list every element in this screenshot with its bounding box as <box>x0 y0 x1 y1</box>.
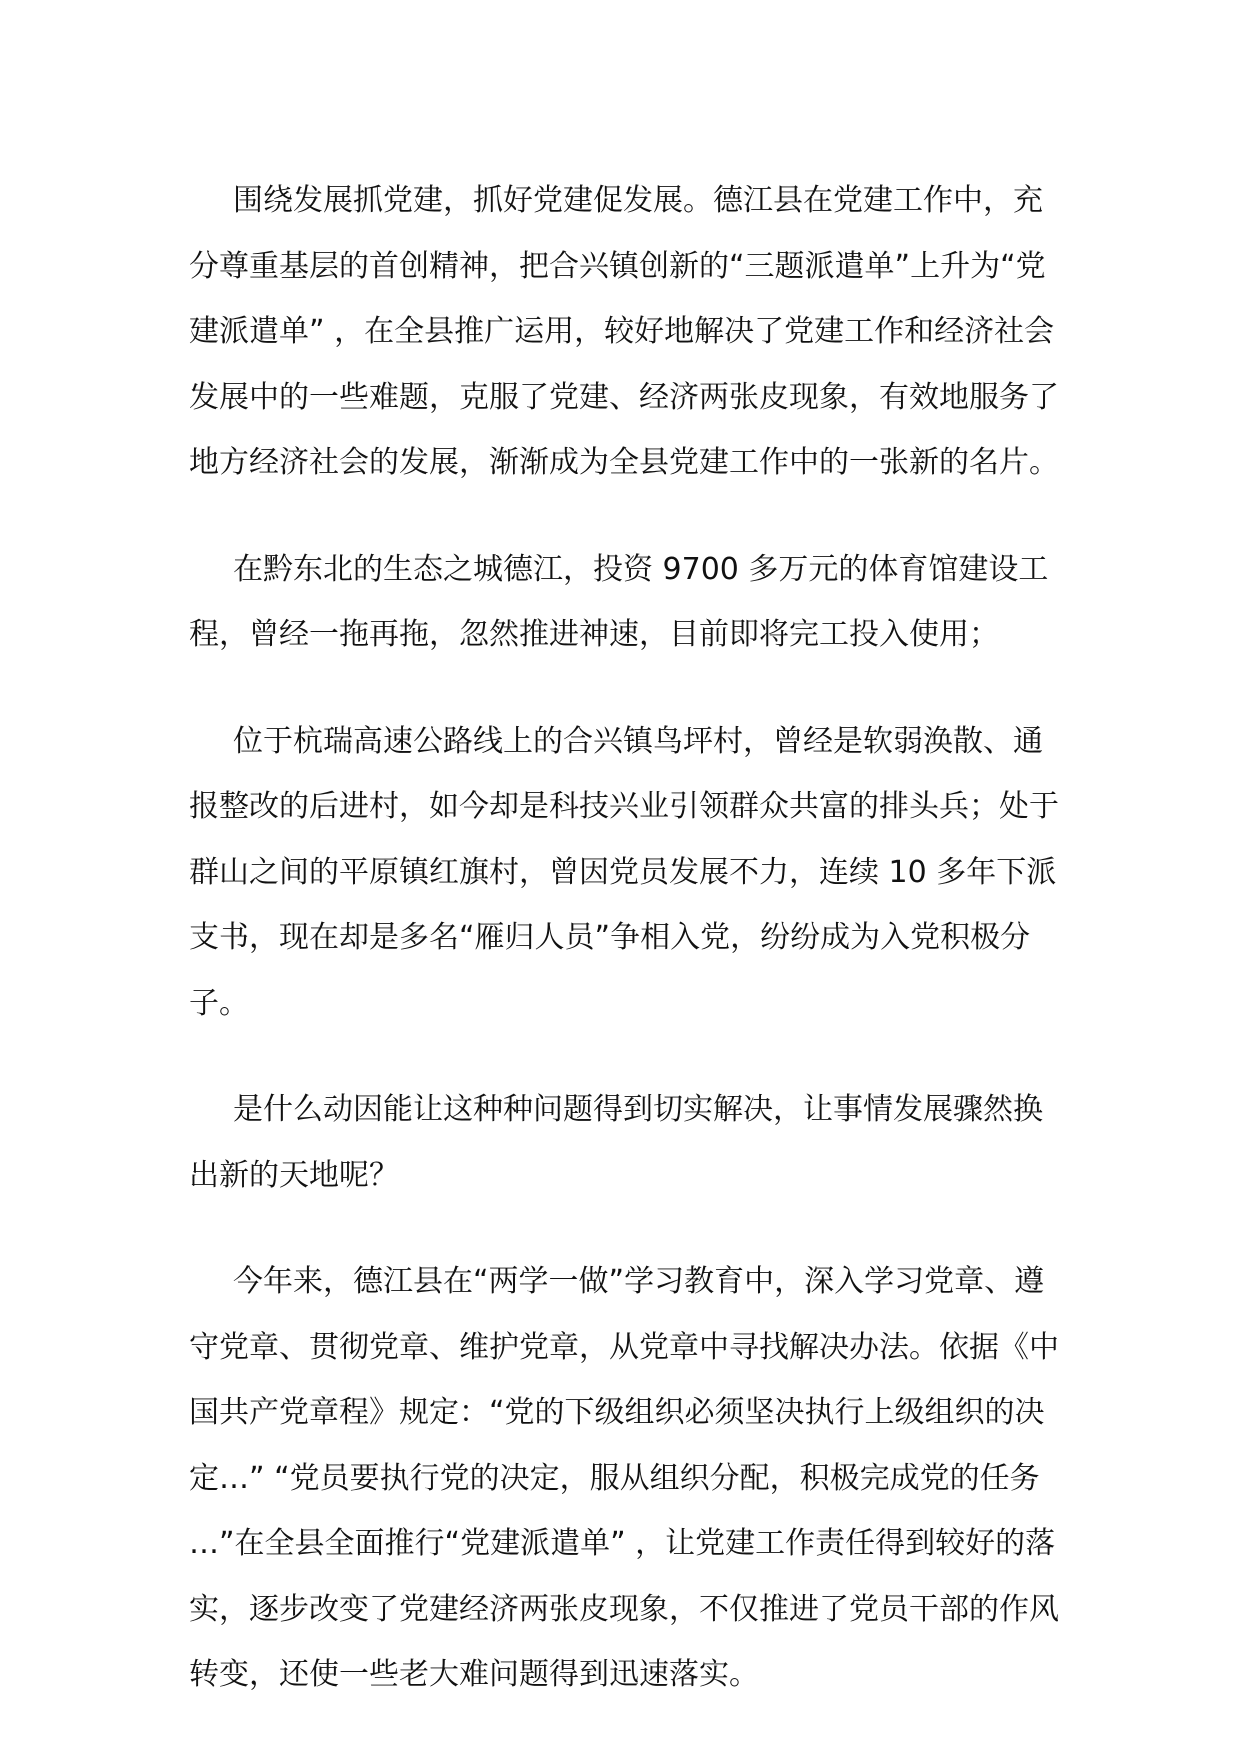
article-body <box>189 168 1059 1708</box>
paragraph-5: 今年来，德江县在“两学一做”学习教育中，深入学习党章、遵守党章、贯彻党章、维护党章，从党章中寻找解决办法。依据《中国共产党章程》规定：“党的下级组织必须坚决执行上级组织的决定…” “党员要执行党的决定，服从组织分配，积极完成党的任务…”在全县全面推行“党建派遣单” ，让党建工作责任得到较好的落实，逐步改变了党建经济两张皮现象，不仅推进了党员干部的作风转变，还使一些老大难问题得到迅速落实。 <box>189 1264 1059 1692</box>
paragraph-4: 是什么动因能让这种种问题得到切实解决，让事情发展骤然换出新的天地呢？ <box>189 1092 1043 1193</box>
paragraph-2: 在黔东北的生态之城德江，投资 9700 多万元的体育馆建设工程，曾经一拖再拖，忽然推进神速，目前即将完工投入使用； <box>189 551 1049 652</box>
paragraph-3: 位于杭瑞高速公路线上的合兴镇鸟坪村，曾经是软弱涣散、通报整改的后进村，如今却是科技兴业引领群众共富的排头兵；处于群山之间的平原镇红旗村，曾因党员发展不力，连续 10 多年下派支书，现在却是多名“雁归人员”争相入党，纷纷成为入党积极分子。 <box>189 723 1059 1021</box>
paragraph-1: 围绕发展抓党建，抓好党建促发展。德江县在党建工作中，充分尊重基层的首创精神，把合兴镇创新的“三题派遣单”上升为“党建派遣单” ，在全县推广运用，较好地解决了党建工作和经济社会发展中的一些难题，克服了党建、经济两张皮现象，有效地服务了地方经济社会的发展，渐渐成为全县党建工作中的一张新的名片。 <box>189 183 1059 480</box>
